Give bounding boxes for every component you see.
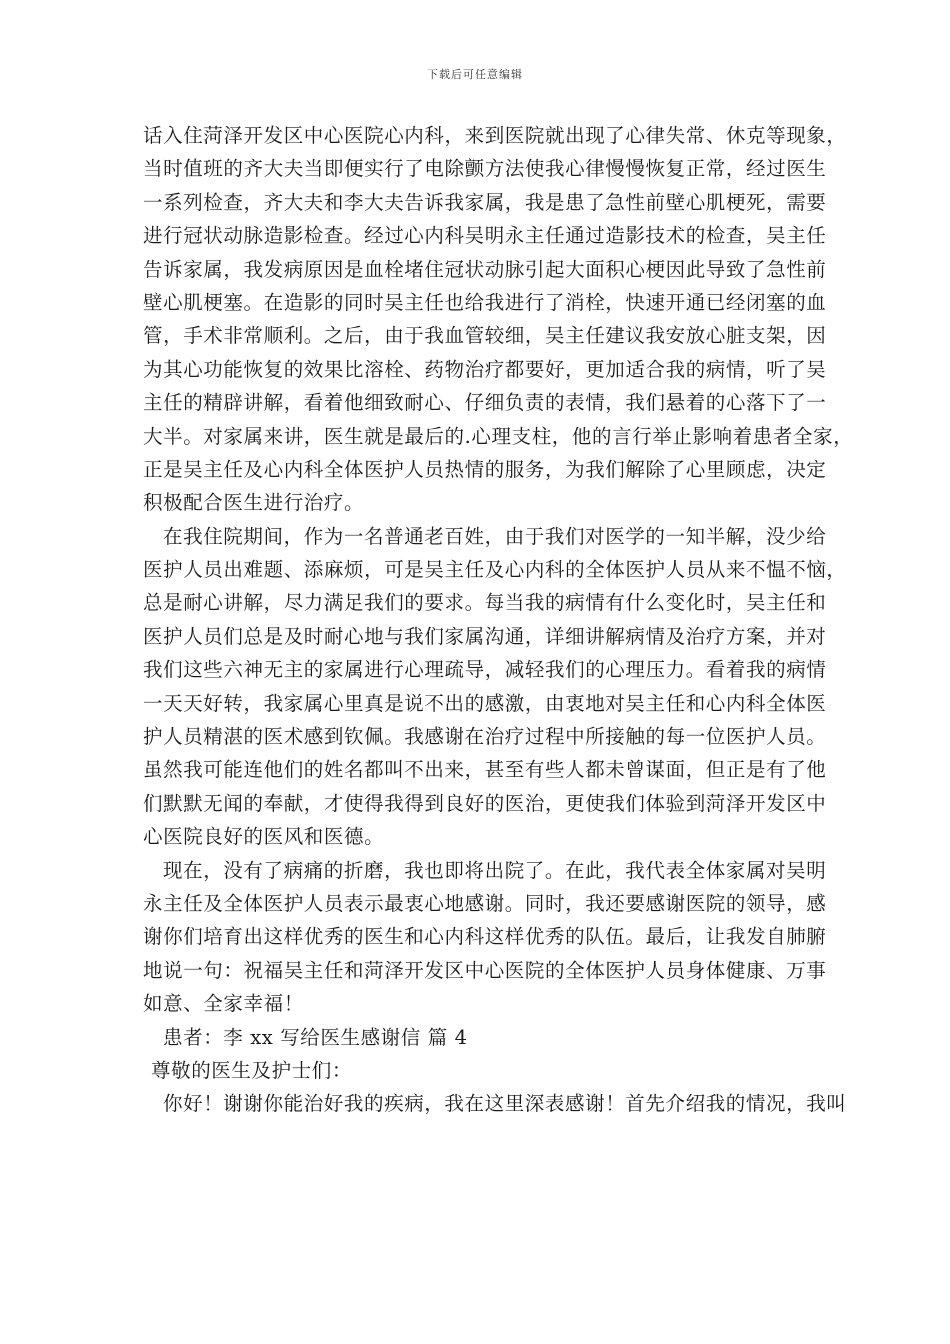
- text-line: 我们这些六神无主的家属进行心理疏导，减轻我们的心理压力。看着我的病情: [143, 658, 827, 682]
- paragraph: [143, 119, 854, 520]
- text-line: 医护人员们总是及时耐心地与我们家属沟通，详细讲解病情及治疗方案，并对: [143, 624, 827, 648]
- text-line: 告诉家属，我发病原因是血栓堵住冠状动脉引起大面积心梗因此导致了急性前: [143, 257, 827, 281]
- text-line: 壁心肌梗塞。在造影的同时吴主任也给我进行了消栓，快速开通已经闭塞的血: [143, 290, 827, 314]
- text-line: 虽然我可能连他们的姓名都叫不出来，甚至有些人都未曾谋面，但正是有了他: [143, 758, 827, 782]
- page-header: 下载后可任意编辑: [427, 68, 523, 81]
- text-line: 一天天好转，我家属心里真是说不出的感激，由衷地对吴主任和心内科全体医: [143, 691, 827, 715]
- signature-line: 患者：李 xx 写给医生感谢信 篇 4: [163, 1025, 468, 1049]
- document-body: [143, 119, 854, 1121]
- text-line: 如意、全家幸福！: [143, 992, 304, 1016]
- text-line: 医护人员出难题、添麻烦，可是吴主任及心内科的全体医护人员从来不愠不恼，: [143, 558, 847, 582]
- text-line: 现在，没有了病痛的折磨，我也即将出院了。在此，我代表全体家属对吴明: [163, 858, 827, 882]
- text-line: 护人员精湛的医术感到钦佩。我感谢在治疗过程中所接触的每一位医护人员。: [143, 725, 827, 749]
- text-line: 进行冠状动脉造影检查。经过心内科吴明永主任通过造影技术的检查，吴主任: [143, 224, 827, 248]
- paragraph: [143, 520, 847, 854]
- text-line: 你好！谢谢你能治好我的疾病，我在这里深表感谢！首先介绍我的情况，我叫: [163, 1092, 847, 1116]
- paragraph: [143, 854, 827, 1021]
- text-line: 当时值班的齐大夫当即便实行了电除颤方法使我心律慢慢恢复正常，经过医生: [143, 157, 827, 181]
- text-line: 主任的精辟讲解，看着他细致耐心、仔细负责的表情，我们悬着的心落下了一: [143, 391, 827, 415]
- salutation-line: 尊敬的医生及护士们：: [151, 1058, 353, 1082]
- text-line: 管，手术非常顺利。之后，由于我血管较细，吴主任建议我安放心脏支架，因: [143, 324, 827, 348]
- text-line: 为其心功能恢复的效果比溶栓、药物治疗都要好，更加适合我的病情，听了吴: [143, 357, 827, 381]
- text-line: 总是耐心讲解，尽力满足我们的要求。每当我的病情有什么变化时，吴主任和: [143, 591, 827, 615]
- text-line: 永主任及全体医护人员表示最衷心地感谢。同时，我还要感谢医院的领导，感: [143, 891, 827, 915]
- text-line: 大半。对家属来讲，医生就是最后的.心理支柱，他的言行举止影响着患者全家，: [143, 424, 854, 448]
- text-line: 话入住菏泽开发区中心医院心内科，来到医院就出现了心律失常、休克等现象，: [143, 124, 847, 147]
- text-line: 一系列检查，齐大夫和李大夫告诉我家属，我是患了急性前壁心肌梗死，需要: [143, 190, 827, 214]
- text-line: 地说一句：祝福吴主任和菏泽开发区中心医院的全体医护人员身体健康、万事: [143, 958, 827, 982]
- text-line: 积极配合医生进行治疗。: [143, 491, 365, 515]
- text-line: 们默默无闻的奉献，才使得我得到良好的医治，更使我们体验到菏泽开发区中: [143, 791, 827, 815]
- text-line: 正是吴主任及心内科全体医护人员热情的服务，为我们解除了心里顾虑，决定: [143, 457, 827, 481]
- text-line: 谢你们培育出这样优秀的医生和心内科这样优秀的队伍。最后，让我发自肺腑: [143, 925, 827, 949]
- text-line: 在我住院期间，作为一名普通老百姓，由于我们对医学的一知半解，没少给: [163, 524, 827, 548]
- text-line: 心医院良好的医风和医德。: [143, 825, 385, 849]
